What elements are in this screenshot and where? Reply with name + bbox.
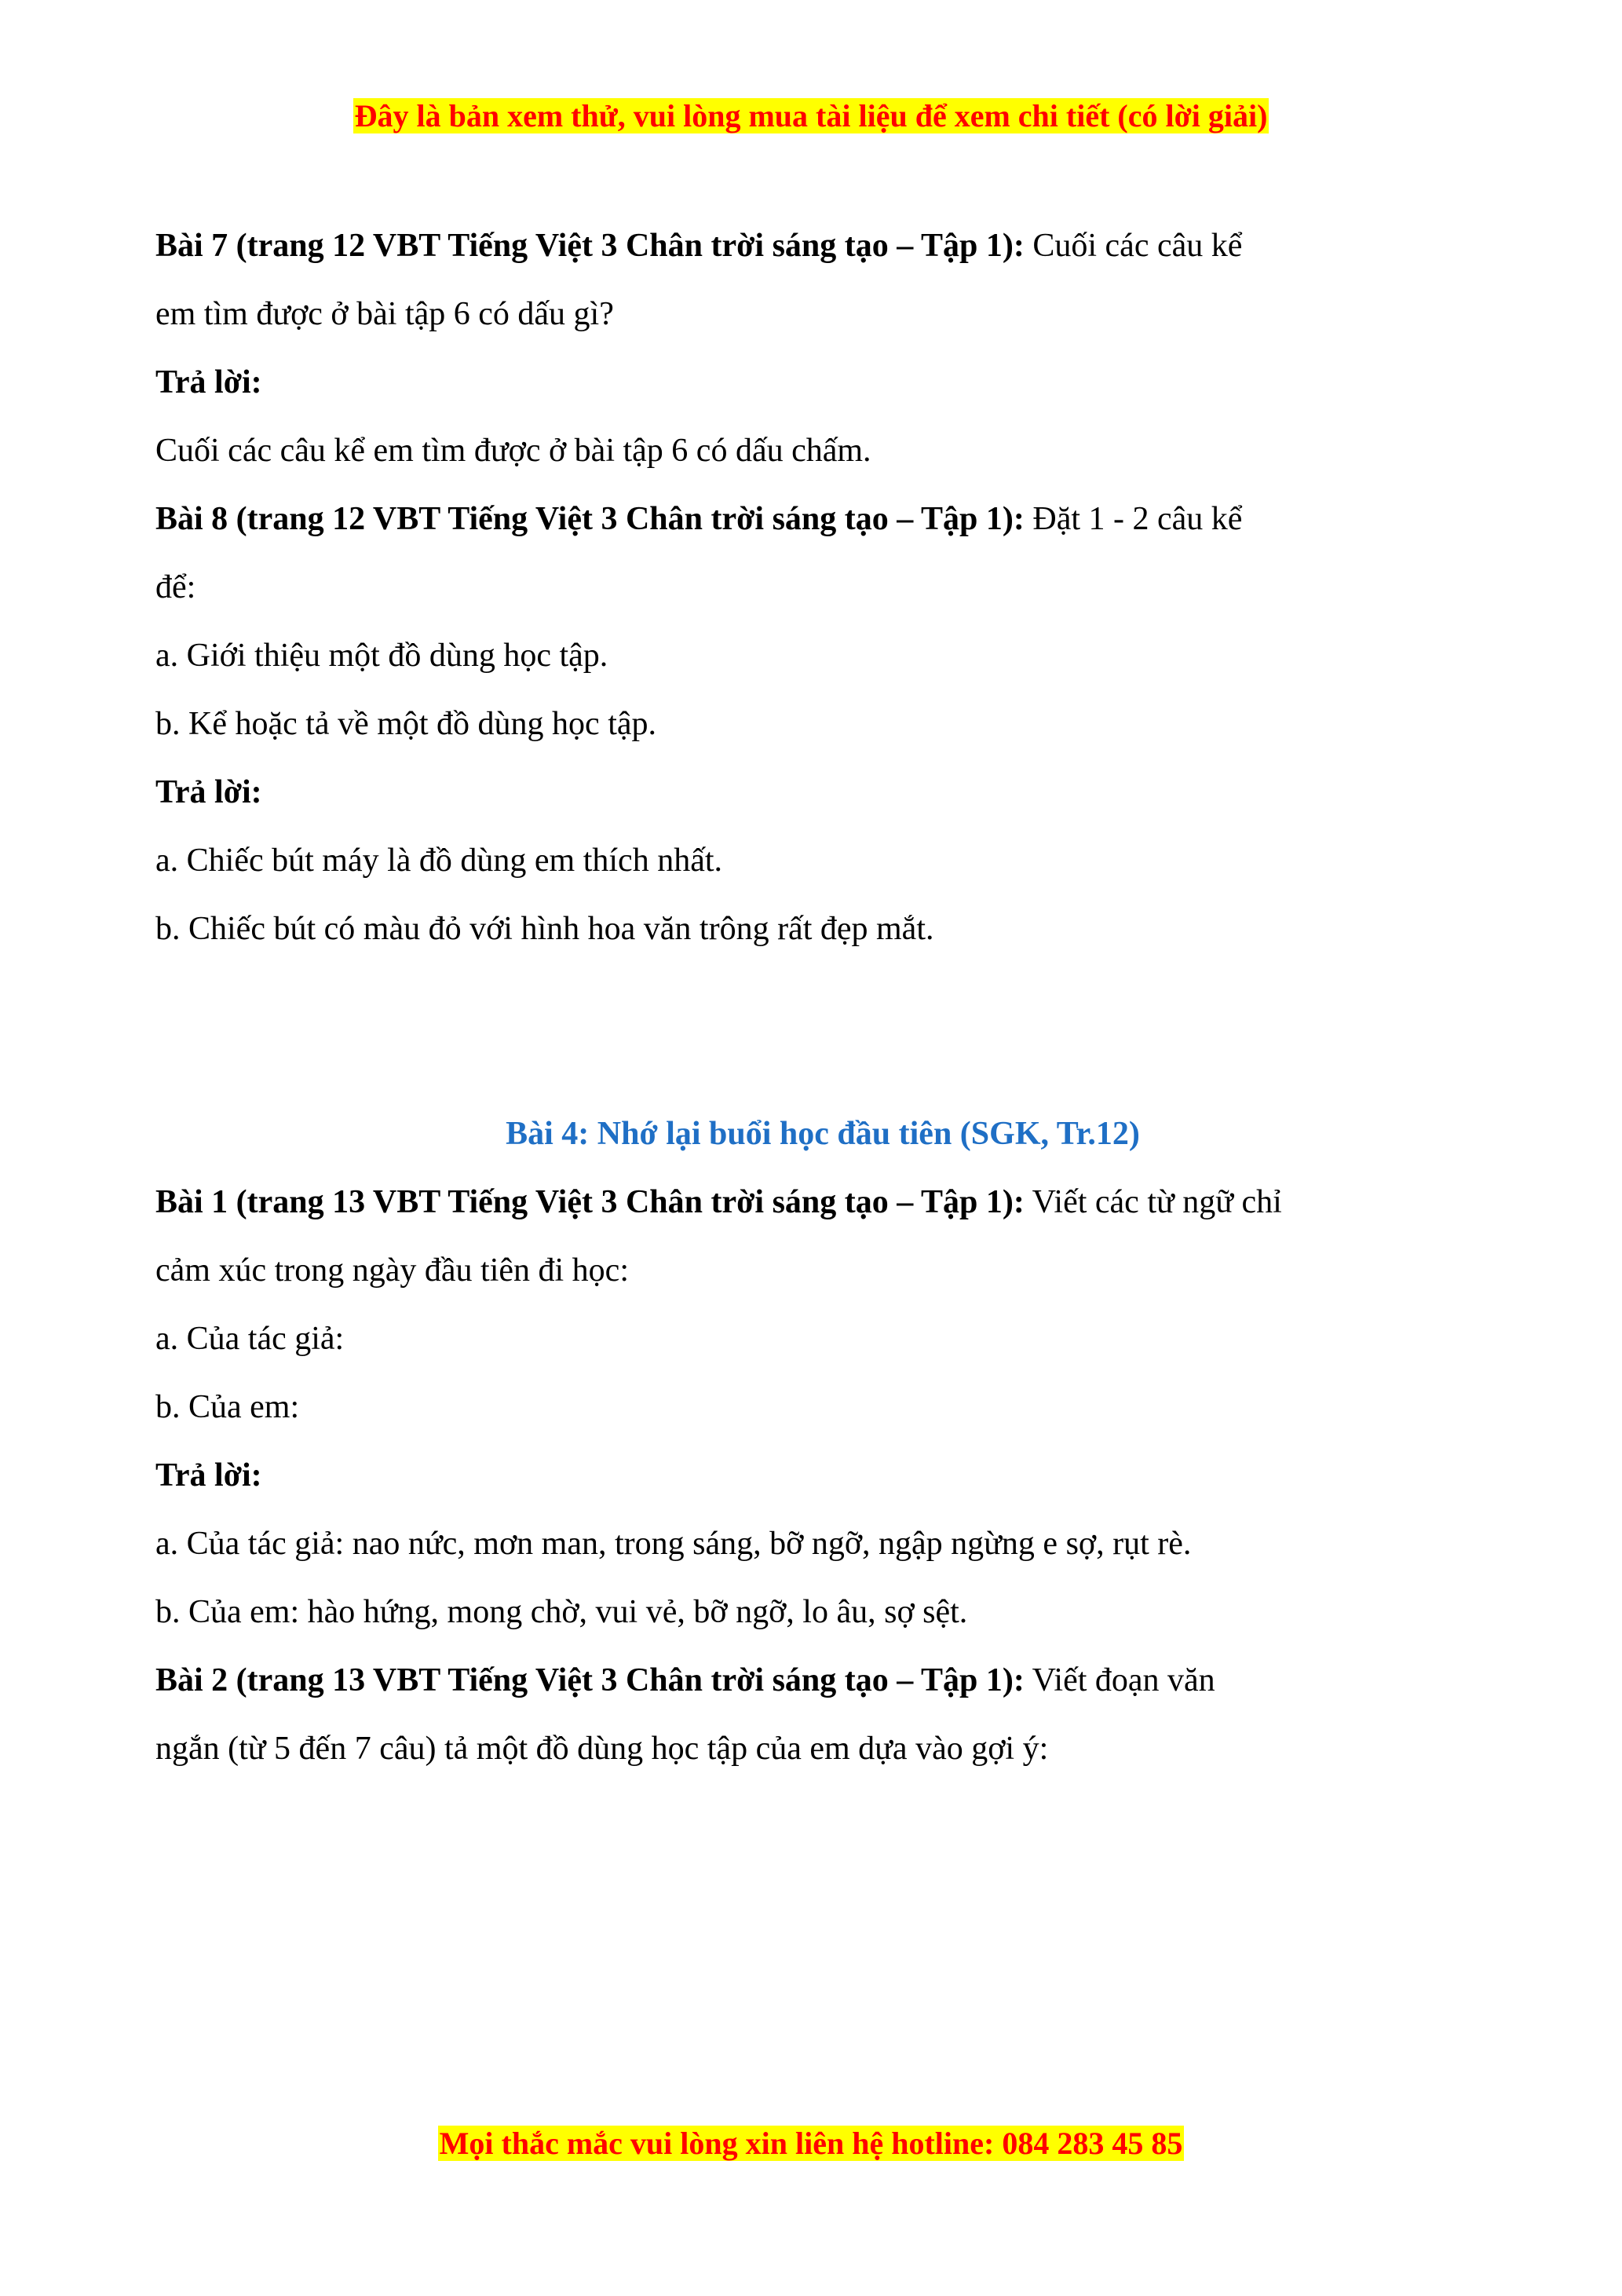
document-body: [155, 222, 1490, 1793]
section-spacer: [155, 974, 1490, 1110]
bai2-question-line-2: ngắn (từ 5 đến 7 câu) tả một đồ dùng học tập của em dựa vào gợi ý:: [155, 1731, 1049, 1767]
bai1-item-b: b. Của em:: [155, 1389, 300, 1425]
bai1-item-a: a. Của tác giả:: [155, 1321, 345, 1357]
bai7-question-text-1: Cuối các câu kể: [1024, 228, 1243, 264]
bai1-question-line-1: [155, 1179, 1490, 1247]
footer-banner-text: Mọi thắc mắc vui lòng xin liên hệ hotline: 084 283 45 85: [439, 2126, 1183, 2161]
footer-banner: [0, 2125, 1622, 2163]
bai7-label: Bài 7 (trang 12 VBT Tiếng Việt 3 Chân trời sáng tạo – Tập 1):: [155, 228, 1025, 264]
bai8-question-text-1: Đặt 1 - 2 câu kể: [1024, 501, 1243, 537]
bai1-answer-a: a. Của tác giả: nao nức, mơn man, trong sáng, bỡ ngỡ, ngập ngừng e sợ, rụt rè.: [155, 1526, 1192, 1562]
bai7-answer: Cuối các câu kể em tìm được ở bài tập 6 có dấu chấm.: [155, 433, 871, 469]
bai8-question-line-2: để:: [155, 569, 196, 605]
bai8-answer-a: a. Chiếc bút máy là đồ dùng em thích nhất.: [155, 843, 722, 879]
bai1-answer-label: Trả lời:: [155, 1457, 262, 1493]
bai7-answer-label: Trả lời:: [155, 364, 262, 400]
bai8-label: Bài 8 (trang 12 VBT Tiếng Việt 3 Chân trời sáng tạo – Tập 1):: [155, 501, 1025, 537]
bai7-question-line-2: em tìm được ở bài tập 6 có dấu gì?: [155, 296, 614, 332]
bai8-question-line-1: [155, 495, 1490, 564]
bai2-question-text-1: Viết đoạn văn: [1024, 1662, 1215, 1698]
bai8-answer-b: b. Chiếc bút có màu đỏ với hình hoa văn trông rất đẹp mắt.: [155, 911, 934, 947]
bai8-answer-label: Trả lời:: [155, 774, 262, 810]
bai2-label: Bài 2 (trang 13 VBT Tiếng Việt 3 Chân trời sáng tạo – Tập 1):: [155, 1662, 1025, 1698]
bai8-item-a: a. Giới thiệu một đồ dùng học tập.: [155, 638, 608, 674]
bai1-label: Bài 1 (trang 13 VBT Tiếng Việt 3 Chân trời sáng tạo – Tập 1):: [155, 1184, 1025, 1220]
header-banner-text: Đây là bản xem thử, vui lòng mua tài liệu để xem chi tiết (có lời giải): [354, 98, 1268, 133]
bai1-answer-b: b. Của em: hào hứng, mong chờ, vui vẻ, bỡ ngỡ, lo âu, sợ sệt.: [155, 1594, 968, 1630]
bai1-question-line-2: cảm xúc trong ngày đầu tiên đi học:: [155, 1252, 629, 1289]
section-title: Bài 4: Nhớ lại buổi học đầu tiên (SGK, Tr.12): [506, 1116, 1140, 1152]
header-banner: [0, 97, 1622, 135]
bai2-question-line-1: [155, 1657, 1490, 1725]
bai8-item-b: b. Kể hoặc tả về một đồ dùng học tập.: [155, 706, 656, 742]
bai7-question-line-1: [155, 222, 1490, 291]
bai1-question-text-1: Viết các từ ngữ chỉ: [1024, 1184, 1282, 1220]
